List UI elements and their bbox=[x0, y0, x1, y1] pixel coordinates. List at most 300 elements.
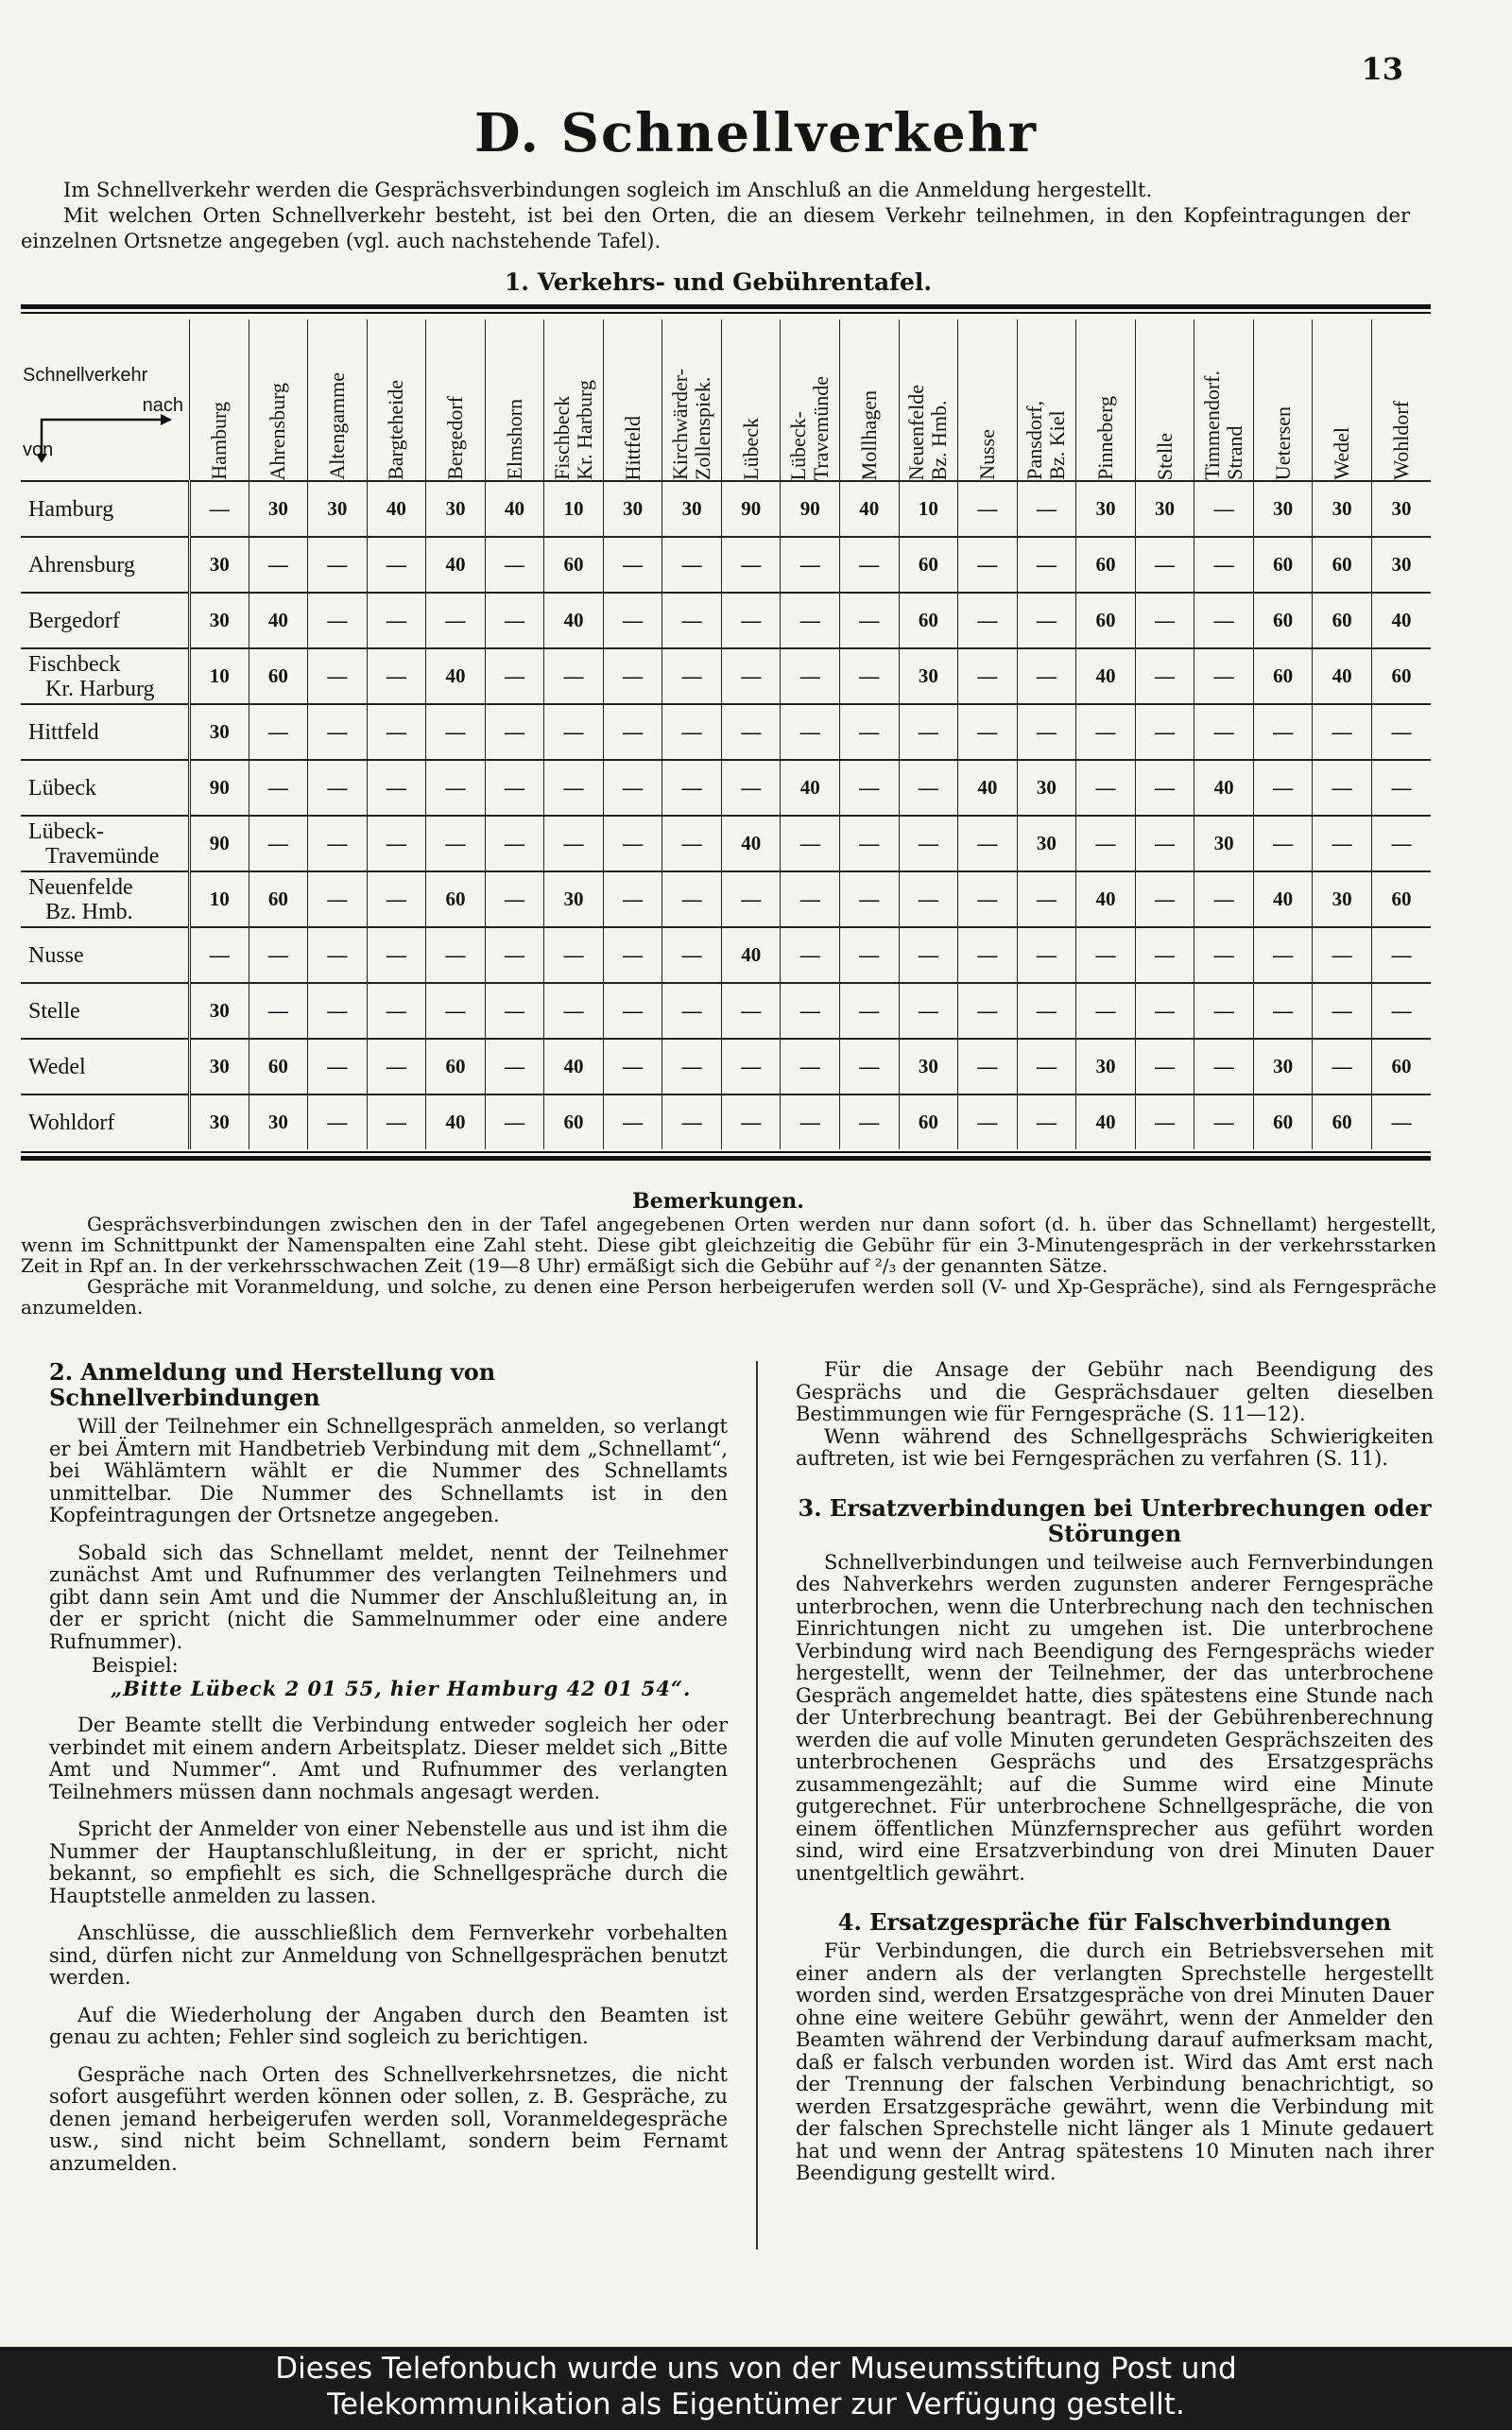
tariff-cell: 30 bbox=[1076, 481, 1136, 537]
tariff-cell: — bbox=[1135, 593, 1194, 648]
tariff-cell: — bbox=[485, 648, 544, 704]
tariff-cell: — bbox=[367, 816, 426, 871]
tariff-cell: — bbox=[485, 983, 544, 1039]
table-corner-cell bbox=[21, 319, 190, 481]
row-label bbox=[21, 983, 190, 1039]
tariff-cell: — bbox=[840, 927, 900, 983]
remarks-paragraph-2: Gespräche mit Voranmeldung, und solche, zu denen eine Person herbeigerufen werden soll (V- und Xp-Gespräche), sind als Ferngespräche anzumelden. bbox=[21, 1275, 1436, 1318]
tariff-cell: 60 bbox=[899, 593, 958, 648]
tariff-cell: — bbox=[1017, 593, 1076, 648]
tariff-cell: 30 bbox=[190, 1039, 249, 1094]
tariff-table-wrapper bbox=[21, 304, 1431, 1161]
column-header-wrap bbox=[1194, 319, 1253, 480]
tariff-cell: — bbox=[662, 1039, 722, 1094]
tariff-cell: 60 bbox=[1253, 1094, 1313, 1149]
row-label-line-2: Travemünde bbox=[45, 843, 160, 869]
tariff-cell: — bbox=[958, 927, 1018, 983]
tariff-cell: — bbox=[1076, 704, 1136, 760]
tariff-cell: 40 bbox=[1076, 1094, 1136, 1149]
column-header-wrap bbox=[544, 319, 603, 480]
column-header-16 bbox=[1135, 319, 1194, 481]
tariff-cell: — bbox=[485, 760, 544, 816]
tariff-cell: — bbox=[1135, 816, 1194, 871]
column-header-label: Hittfeld bbox=[620, 415, 644, 480]
tariff-cell: — bbox=[544, 816, 604, 871]
row-label-line-2: Kr. Harburg bbox=[45, 676, 155, 701]
row-label bbox=[21, 537, 190, 593]
tariff-cell: — bbox=[781, 927, 840, 983]
column-header-label: Nusse bbox=[974, 429, 999, 480]
tariff-cell: 40 bbox=[544, 593, 604, 648]
tariff-cell: — bbox=[840, 871, 900, 927]
tariff-cell: — bbox=[1194, 871, 1254, 927]
tariff-cell: — bbox=[485, 927, 544, 983]
row-label-line-1: Hittfeld bbox=[28, 719, 99, 745]
tariff-cell: 30 bbox=[662, 481, 722, 537]
tariff-cell: — bbox=[1017, 927, 1076, 983]
remarks-text bbox=[21, 1214, 1436, 1318]
column-header-label: Bergedorf bbox=[442, 396, 467, 480]
column-header-12 bbox=[899, 319, 958, 481]
tariff-cell: — bbox=[308, 760, 368, 816]
page-number: 13 bbox=[1361, 51, 1403, 87]
tariff-cell: — bbox=[899, 816, 958, 871]
right-paragraph-1: Für die Ansage der Gebühr nach Beendigung des Gesprächs und die Gesprächsdauer gelten dieselben Bestimmungen wie für Ferngespräche (S. 11—12). bbox=[796, 1358, 1434, 1425]
tariff-cell: — bbox=[1017, 481, 1076, 537]
tariff-cell: 60 bbox=[249, 871, 308, 927]
tariff-cell: — bbox=[781, 704, 840, 760]
row-label-line-1: Nusse bbox=[28, 942, 84, 968]
row-label-line-1: Wedel bbox=[28, 1054, 86, 1079]
tariff-cell: — bbox=[544, 704, 604, 760]
tariff-cell: — bbox=[958, 1039, 1018, 1094]
tariff-cell: — bbox=[603, 760, 662, 816]
table-row bbox=[21, 648, 1431, 704]
tariff-cell: — bbox=[721, 537, 781, 593]
column-header-wrap bbox=[426, 319, 485, 480]
table-row bbox=[21, 760, 1431, 816]
tariff-cell: — bbox=[308, 816, 368, 871]
row-label bbox=[21, 1039, 190, 1094]
row-label bbox=[21, 648, 190, 704]
column-header-label: Elmshorn bbox=[502, 399, 526, 480]
tariff-cell: — bbox=[1371, 760, 1431, 816]
tariff-cell: — bbox=[1194, 927, 1254, 983]
tariff-cell: 30 bbox=[1017, 760, 1076, 816]
tariff-cell: — bbox=[1135, 1094, 1194, 1149]
tariff-cell: — bbox=[781, 1094, 840, 1149]
tariff-cell: — bbox=[367, 648, 426, 704]
tariff-cell: 30 bbox=[249, 481, 308, 537]
table-row bbox=[21, 1094, 1431, 1149]
tariff-cell: — bbox=[781, 1039, 840, 1094]
tariff-cell: 30 bbox=[1017, 816, 1076, 871]
tariff-cell: — bbox=[958, 704, 1018, 760]
tariff-table bbox=[21, 319, 1431, 1149]
section-2-paragraph-3: Der Beamte stellt die Verbindung entweder sogleich her oder verbindet mit einem andern Arbeitsplatz. Dieser meldet sich „Bitte Amt und Nummer“. Amt und Rufnummer des verlangten Teilnehmers müssen dann nochmals angesagt werden. bbox=[49, 1714, 728, 1803]
tariff-cell: 40 bbox=[781, 760, 840, 816]
section-4-heading: 4. Ersatzgespräche für Falschverbindungen bbox=[837, 1908, 1392, 1936]
section-3-heading: 3. Ersatzverbindungen bei Unterbrechungen oder Störungen bbox=[798, 1493, 1432, 1547]
tariff-cell: — bbox=[1371, 1094, 1431, 1149]
table-bottom-rule bbox=[21, 1151, 1431, 1161]
tariff-cell: 60 bbox=[1076, 537, 1136, 593]
section-2-paragraph-6: Auf die Wiederholung der Angaben durch den Beamten ist genau zu achten; Fehler sind sogleich zu berichtigen. bbox=[49, 2003, 728, 2048]
footer-line-1: Dieses Telefonbuch wurde uns von der Museumsstiftung Post und bbox=[275, 2352, 1237, 2386]
tariff-cell: — bbox=[840, 816, 900, 871]
tariff-cell: — bbox=[426, 760, 486, 816]
tariff-cell: 60 bbox=[249, 648, 308, 704]
tariff-cell: 40 bbox=[426, 1094, 486, 1149]
row-label-line-1: Neuenfelde bbox=[28, 874, 133, 900]
tariff-cell: — bbox=[308, 1094, 368, 1149]
tariff-cell: 30 bbox=[308, 481, 368, 537]
tariff-cell: — bbox=[603, 983, 662, 1039]
tariff-cell: 60 bbox=[1313, 593, 1372, 648]
row-label-line-1: Stelle bbox=[28, 998, 80, 1024]
remarks-title: Bemerkungen. bbox=[632, 1189, 804, 1214]
row-label bbox=[21, 1094, 190, 1149]
tariff-cell: — bbox=[662, 871, 722, 927]
table-row bbox=[21, 481, 1431, 537]
tariff-cell: 30 bbox=[1253, 481, 1313, 537]
column-header-3 bbox=[367, 319, 426, 481]
row-label bbox=[21, 481, 190, 537]
column-header-label: Neuenfelde Bz. Hmb. bbox=[904, 384, 952, 480]
column-header-20 bbox=[1371, 319, 1431, 481]
tariff-cell: — bbox=[308, 704, 368, 760]
tariff-cell: — bbox=[662, 983, 722, 1039]
tariff-cell: 60 bbox=[1253, 648, 1313, 704]
tariff-cell: 10 bbox=[190, 648, 249, 704]
tariff-cell: — bbox=[1017, 983, 1076, 1039]
tariff-cell: — bbox=[662, 704, 722, 760]
column-header-label: Altengamme bbox=[324, 372, 349, 480]
column-header-5 bbox=[485, 319, 544, 481]
tariff-cell: — bbox=[840, 1039, 900, 1094]
tariff-cell: 60 bbox=[426, 871, 486, 927]
tariff-cell: — bbox=[485, 704, 544, 760]
intro-text bbox=[21, 178, 1410, 254]
tariff-cell: — bbox=[840, 648, 900, 704]
section-2-paragraph-1: Will der Teilnehmer ein Schnellgespräch anmelden, so verlangt er bei Ämtern mit Handbetrieb Verbindung mit dem „Schnellamt“, bei Wählämtern wählt er die Nummer des Schnellamts unmittelbar. Die Nummer des Schnellamts ist in den Kopfeintragungen der Ortsnetze angegeben. bbox=[49, 1415, 728, 1526]
column-header-0 bbox=[190, 319, 249, 481]
tariff-cell: — bbox=[367, 927, 426, 983]
tariff-cell: — bbox=[1313, 816, 1372, 871]
section-2-paragraph-2: Sobald sich das Schnellamt meldet, nennt der Teilnehmer zunächst Amt und Rufnummer des verlangten Teilnehmers und gibt dann sein Amt und die Nummer der Anschlußleitung an, in der er spricht (nicht die Sammelnummer oder eine andere Rufnummer). bbox=[49, 1541, 728, 1653]
tariff-cell: 60 bbox=[1371, 1039, 1431, 1094]
row-label-line-1: Lübeck bbox=[28, 775, 96, 801]
tariff-cell: — bbox=[1194, 1094, 1254, 1149]
row-label-line-1: Hamburg bbox=[28, 496, 114, 522]
table-row bbox=[21, 927, 1431, 983]
tariff-cell: — bbox=[721, 871, 781, 927]
column-header-label: Hamburg bbox=[206, 402, 231, 480]
column-header-13 bbox=[958, 319, 1018, 481]
tariff-cell: — bbox=[603, 816, 662, 871]
column-header-label: Lübeck bbox=[738, 418, 763, 480]
tariff-cell: — bbox=[367, 1039, 426, 1094]
tariff-cell: 30 bbox=[603, 481, 662, 537]
column-header-wrap bbox=[308, 319, 367, 480]
tariff-cell: 60 bbox=[1076, 593, 1136, 648]
column-header-label: Timmendorf. Strand bbox=[1200, 371, 1247, 480]
column-header-label: Pinneberg bbox=[1092, 396, 1117, 480]
tariff-cell: — bbox=[603, 1039, 662, 1094]
tariff-cell: 30 bbox=[1194, 816, 1254, 871]
tariff-cell: — bbox=[958, 983, 1018, 1039]
tariff-cell: — bbox=[485, 1094, 544, 1149]
tariff-cell: 60 bbox=[1313, 537, 1372, 593]
tariff-cell: 30 bbox=[249, 1094, 308, 1149]
footer-line-2: Telekommunikation als Eigentümer zur Verfügung gestellt. bbox=[327, 2387, 1185, 2421]
tariff-cell: — bbox=[367, 983, 426, 1039]
section-2-heading: 2. Anmeldung und Herstellung von Schnellverbindungen bbox=[49, 1358, 496, 1411]
tariff-cell: — bbox=[1194, 593, 1254, 648]
column-header-label: Stelle bbox=[1152, 432, 1177, 480]
tariff-cell: — bbox=[1313, 760, 1372, 816]
tariff-cell: — bbox=[485, 816, 544, 871]
tariff-cell: 60 bbox=[1371, 871, 1431, 927]
corner-label-bottom: von bbox=[23, 439, 54, 460]
intro-paragraph-1: Im Schnellverkehr werden die Gesprächsverbindungen sogleich im Anschluß an die Anmeldung hergestellt. bbox=[63, 179, 1153, 201]
tariff-cell: 40 bbox=[958, 760, 1018, 816]
tariff-cell: — bbox=[899, 927, 958, 983]
tariff-cell: 60 bbox=[544, 537, 604, 593]
tariff-cell: — bbox=[1135, 760, 1194, 816]
tariff-cell: — bbox=[958, 537, 1018, 593]
tariff-cell: 30 bbox=[899, 1039, 958, 1094]
table-header-row bbox=[21, 319, 1431, 481]
row-label-line-1: Fischbeck bbox=[28, 651, 121, 677]
tariff-cell: — bbox=[958, 816, 1018, 871]
tariff-cell: — bbox=[662, 648, 722, 704]
row-label bbox=[21, 927, 190, 983]
column-header-wrap bbox=[840, 319, 899, 480]
tariff-cell: — bbox=[958, 871, 1018, 927]
tariff-cell: — bbox=[721, 593, 781, 648]
column-header-17 bbox=[1194, 319, 1254, 481]
tariff-cell: — bbox=[603, 648, 662, 704]
tariff-cell: — bbox=[544, 983, 604, 1039]
column-header-wrap bbox=[1018, 319, 1076, 480]
tariff-cell: — bbox=[781, 816, 840, 871]
tariff-cell: — bbox=[1194, 1039, 1254, 1094]
tariff-cell: 40 bbox=[840, 481, 900, 537]
tariff-cell: — bbox=[367, 593, 426, 648]
row-label bbox=[21, 593, 190, 648]
tariff-cell: — bbox=[899, 760, 958, 816]
tariff-cell: 40 bbox=[426, 648, 486, 704]
tariff-cell: — bbox=[1194, 983, 1254, 1039]
section-2-paragraph-5: Anschlüsse, die ausschließlich dem Fernverkehr vorbehalten sind, dürfen nicht zur Anmeldung von Schnellgesprächen benutzt werden. bbox=[49, 1922, 728, 1989]
section-2-paragraph-7: Gespräche nach Orten des Schnellverkehrsnetzes, die nicht sofort ausgeführt werden können oder sollen, z. B. Gespräche, zu denen jemand herbeigerufen werden soll, Voranmeldegespräche usw., sind nicht beim Schnellamt, sondern beim Fernamt anzumelden. bbox=[49, 2062, 728, 2175]
tariff-cell: — bbox=[190, 927, 249, 983]
tariff-cell: 60 bbox=[249, 1039, 308, 1094]
tariff-cell: — bbox=[308, 927, 368, 983]
column-header-label: Lübeck- Travemünde bbox=[786, 375, 833, 480]
tariff-cell: — bbox=[1135, 983, 1194, 1039]
tariff-cell: — bbox=[721, 760, 781, 816]
tariff-cell: — bbox=[840, 704, 900, 760]
tariff-cell: — bbox=[1253, 704, 1313, 760]
tariff-cell: — bbox=[1135, 648, 1194, 704]
column-header-label: Uetersen bbox=[1270, 405, 1295, 480]
column-header-wrap bbox=[486, 319, 544, 480]
column-header-18 bbox=[1253, 319, 1313, 481]
row-label bbox=[21, 816, 190, 871]
column-header-4 bbox=[426, 319, 486, 481]
tariff-cell: — bbox=[367, 537, 426, 593]
tariff-cell: — bbox=[1371, 927, 1431, 983]
tariff-cell: — bbox=[367, 704, 426, 760]
section-3-text: Schnellverbindungen und teilweise auch Fernverbindungen des Nahverkehrs werden zugunsten anderer Ferngespräche unterbrochen, wenn die Unterbrechung nach den technischen Einrichtungen nicht zu umgehen ist. Die unterbrochene Verbindung wird nach Beendigung des Ferngesprächs wieder hergestellt, wenn der Teilnehmer, der das unterbrochene Gespräch angemeldet hatte, dies spätestens eine Stunde nach der Unterbrechung beantragt. Bei der Gebührenberechnung werden die auf volle Minuten gerundeten Gesprächszeiten des unterbrochenen Gesprächs und des Ersatzgesprächs zusammengezählt; auf die Summe wird eine Minute gutgerechnet. Für unterbrochene Schnellgespräche, die von einem öffentlichen Münzfernsprecher aus geführt worden sind, wird eine Ersatzverbindung von drei Minuten Dauer unentgeltlich gewährt. bbox=[796, 1550, 1434, 1885]
tariff-cell: — bbox=[1313, 704, 1372, 760]
tariff-cell: 40 bbox=[721, 927, 781, 983]
column-header-wrap bbox=[722, 319, 781, 480]
tariff-cell: — bbox=[249, 704, 308, 760]
tariff-cell: 40 bbox=[1253, 871, 1313, 927]
tariff-cell: 40 bbox=[1194, 760, 1254, 816]
tariff-cell: 40 bbox=[1076, 871, 1136, 927]
tariff-cell: — bbox=[1017, 1039, 1076, 1094]
tariff-cell: 60 bbox=[899, 1094, 958, 1149]
tariff-cell: — bbox=[426, 927, 486, 983]
tariff-cell: — bbox=[958, 1094, 1018, 1149]
column-header-wrap bbox=[900, 319, 958, 480]
tariff-cell: 30 bbox=[190, 1094, 249, 1149]
tariff-cell: 30 bbox=[544, 871, 604, 927]
tariff-cell: 30 bbox=[190, 593, 249, 648]
row-label bbox=[21, 704, 190, 760]
tariff-cell: 30 bbox=[190, 704, 249, 760]
table-row bbox=[21, 871, 1431, 927]
row-label-line-1: Wohldorf bbox=[28, 1110, 115, 1135]
tariff-cell: 60 bbox=[899, 537, 958, 593]
tariff-cell: — bbox=[840, 593, 900, 648]
column-header-wrap bbox=[781, 319, 839, 480]
table-row bbox=[21, 983, 1431, 1039]
tariff-cell: — bbox=[426, 704, 486, 760]
tariff-cell: — bbox=[721, 1039, 781, 1094]
tariff-cell: — bbox=[1313, 983, 1372, 1039]
tariff-cell: — bbox=[1371, 983, 1431, 1039]
page-title: D. Schnellverkehr bbox=[473, 102, 1039, 164]
tariff-cell: — bbox=[544, 927, 604, 983]
tariff-cell: — bbox=[603, 537, 662, 593]
tariff-cell: 30 bbox=[190, 983, 249, 1039]
tariff-cell: — bbox=[426, 593, 486, 648]
tariff-cell: 90 bbox=[721, 481, 781, 537]
tariff-cell: 30 bbox=[1313, 481, 1372, 537]
column-header-label: Ahrensburg bbox=[266, 382, 290, 480]
tariff-cell: — bbox=[308, 593, 368, 648]
tariff-cell: — bbox=[721, 983, 781, 1039]
column-header-label: Kirchwärder- Zollenspiek. bbox=[668, 368, 715, 480]
tariff-cell: — bbox=[1253, 760, 1313, 816]
row-label-line-1: Bergedorf bbox=[28, 608, 120, 633]
tariff-cell: — bbox=[958, 593, 1018, 648]
tariff-cell: — bbox=[781, 593, 840, 648]
tariff-cell: — bbox=[544, 648, 604, 704]
tariff-cell: — bbox=[840, 760, 900, 816]
tariff-cell: — bbox=[308, 871, 368, 927]
column-header-label: Bargteheide bbox=[384, 380, 408, 480]
column-header-1 bbox=[249, 319, 308, 481]
tariff-cell: — bbox=[249, 537, 308, 593]
column-header-wrap bbox=[249, 319, 308, 480]
section-4-text: Für Verbindungen, die durch ein Betriebsversehen mit einer andern als der verlangten Sprechstelle hergestellt worden sind, werden Ersatzgespräche von drei Minuten Dauer ohne eine weitere Gebühr gewährt, wenn der Anmelder den Beamten während der Verbindung darauf aufmerksam macht, daß er falsch verbunden worden ist. Wird das Amt erst nach der Trennung der falschen Verbindung benachrichtigt, so werden Ersatzgespräche gewährt, wenn die Verbindung mit der falschen Sprechstelle nicht länger als 1 Minute gedauert hat und wenn der Antrag spätestens 10 Minuten nach ihrer Beendigung gestellt wird. bbox=[796, 1939, 1434, 2184]
column-header-wrap bbox=[604, 319, 662, 480]
section-2-paragraph-4: Spricht der Anmelder von einer Nebenstelle aus und ist ihm die Nummer der Hauptanschlußleitung, in der er spricht, nicht bekannt, so empfiehlt es sich, die Schnellgespräche durch die Hauptstelle anmelden zu lassen. bbox=[49, 1818, 728, 1907]
right-column bbox=[796, 1359, 1434, 2185]
tariff-cell: 10 bbox=[544, 481, 604, 537]
tariff-cell: — bbox=[603, 1094, 662, 1149]
table-row bbox=[21, 1039, 1431, 1094]
tariff-cell: — bbox=[840, 537, 900, 593]
tariff-cell: — bbox=[190, 481, 249, 537]
tariff-cell: 60 bbox=[544, 1094, 604, 1149]
tariff-cell: — bbox=[249, 927, 308, 983]
tariff-cell: — bbox=[1135, 704, 1194, 760]
column-header-10 bbox=[781, 319, 840, 481]
table-row bbox=[21, 816, 1431, 871]
column-header-wrap bbox=[1254, 319, 1313, 480]
row-label bbox=[21, 871, 190, 927]
tariff-cell: — bbox=[1371, 816, 1431, 871]
tariff-cell: — bbox=[721, 704, 781, 760]
tariff-cell: 90 bbox=[190, 816, 249, 871]
tariff-cell: — bbox=[1253, 816, 1313, 871]
tariff-cell: — bbox=[1076, 760, 1136, 816]
tariff-cell: — bbox=[603, 927, 662, 983]
tariff-cell: — bbox=[1253, 927, 1313, 983]
tariff-cell: — bbox=[1076, 816, 1136, 871]
tariff-cell: — bbox=[1135, 871, 1194, 927]
tariff-cell: — bbox=[485, 537, 544, 593]
tariff-cell: — bbox=[721, 648, 781, 704]
footer-banner bbox=[0, 2347, 1512, 2430]
column-header-label: Mollhagen bbox=[856, 389, 881, 480]
column-header-wrap bbox=[190, 319, 249, 480]
table-row bbox=[21, 593, 1431, 648]
tariff-cell: — bbox=[899, 871, 958, 927]
tariff-cell: 40 bbox=[1313, 648, 1372, 704]
tariff-cell: — bbox=[781, 537, 840, 593]
column-header-label: Wedel bbox=[1330, 427, 1354, 480]
tariff-cell: — bbox=[840, 983, 900, 1039]
tariff-cell: 40 bbox=[426, 537, 486, 593]
tariff-cell: — bbox=[367, 760, 426, 816]
tariff-cell: 40 bbox=[1371, 593, 1431, 648]
tariff-cell: — bbox=[662, 537, 722, 593]
tariff-cell: — bbox=[1135, 537, 1194, 593]
tariff-cell: — bbox=[958, 648, 1018, 704]
tariff-cell: 40 bbox=[721, 816, 781, 871]
tariff-cell: 30 bbox=[1371, 481, 1431, 537]
column-divider bbox=[756, 1361, 758, 2249]
tariff-cell: — bbox=[899, 983, 958, 1039]
tariff-cell: — bbox=[603, 704, 662, 760]
tariff-cell: — bbox=[308, 648, 368, 704]
tariff-cell: — bbox=[662, 760, 722, 816]
table-row bbox=[21, 537, 1431, 593]
tariff-cell: — bbox=[1076, 927, 1136, 983]
tariff-cell: 30 bbox=[1371, 537, 1431, 593]
column-header-wrap bbox=[662, 319, 721, 480]
tariff-cell: 30 bbox=[1076, 1039, 1136, 1094]
tariff-cell: — bbox=[249, 760, 308, 816]
